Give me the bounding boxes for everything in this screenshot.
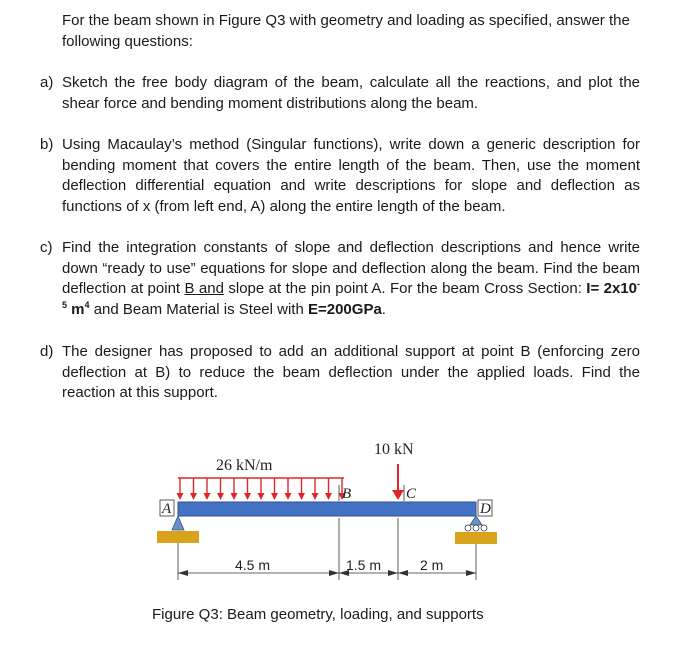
beam — [178, 502, 476, 516]
label-c — [404, 485, 417, 502]
udl-arrow-head — [204, 493, 211, 500]
question-d — [40, 342, 640, 404]
udl-arrow-head — [244, 493, 251, 500]
question-label: c) — [40, 239, 53, 256]
question-c — [40, 238, 640, 320]
udl-arrow-head — [190, 493, 197, 500]
udl-arrow-head — [298, 493, 305, 500]
question-text: Sketch the free body diagram of the beam, calculate all the reactions, and plot the shear force and bending moment distributions along the beam. — [62, 74, 640, 112]
text-part: . — [381, 300, 386, 318]
dim-cd: 2 m — [420, 557, 444, 573]
dist-load-label: 26 kN/m — [216, 457, 273, 474]
udl-arrow-head — [285, 493, 292, 500]
svg-text:B: B — [342, 486, 352, 502]
label-a — [160, 500, 174, 517]
udl-arrow-head — [325, 493, 332, 500]
question-label: b) — [40, 136, 54, 153]
question-a — [40, 73, 640, 114]
text-part: and Beam Material is Steel with — [89, 300, 308, 318]
question-label: d) — [40, 343, 54, 360]
point-load-arrow — [392, 464, 404, 500]
pin-support-a — [157, 516, 199, 580]
svg-text:C: C — [406, 486, 417, 502]
udl-arrow-head — [177, 493, 184, 500]
udl-arrow-head — [231, 493, 238, 500]
inertia-base: I= 2x10 — [586, 280, 637, 297]
inertia-unit-exponent: 4 — [84, 299, 90, 310]
text-part: Find the integration constants of slope and deflection descriptions and hence write down “ready to use” equations for slope and deflection along the beam. Find the beam deflection at point — [62, 239, 640, 297]
beam-figure — [0, 430, 695, 600]
dim-bc: 1.5 m — [346, 557, 382, 573]
udl-arrow-head — [258, 493, 265, 500]
inertia-unit: m — [67, 300, 85, 318]
label-d — [478, 500, 492, 517]
figure-caption: Figure Q3: Beam geometry, loading, and supports — [152, 606, 484, 623]
question-text: Using Macaulay’s method (Singular functions), write down a generic description for bending moment that covers the entire length of the beam. Then, use the moment deflection differential equation and write descriptions for slope and deflection as functions of x (from left end, A) along the entire length of the beam. — [62, 136, 640, 215]
svg-text:D: D — [480, 501, 491, 517]
question-text: The designer has proposed to add an additional support at point B (enforcing zero deflection at B) to reduce the beam deflection under the applied loads. Find the reaction at this support. — [62, 343, 640, 401]
point-b-link: B and — [184, 280, 224, 297]
question-label: a) — [40, 74, 54, 91]
dim-ab: 4.5 m — [235, 557, 271, 573]
udl-arrow-head — [312, 493, 319, 500]
distributed-load — [177, 478, 346, 500]
question-text — [62, 238, 640, 320]
inertia-exponent: -5 — [62, 279, 640, 310]
modulus-value: E=200GPa — [307, 300, 382, 318]
intro-text: For the beam shown in Figure Q3 with geometry and loading as specified, answer the following questions: — [62, 12, 630, 50]
udl-arrow-head — [271, 493, 278, 500]
text-part: slope at the pin point A. For the beam Cross Section: — [223, 280, 587, 297]
question-b — [40, 135, 640, 217]
roller-support-d — [455, 516, 497, 580]
svg-text:A: A — [162, 501, 172, 517]
udl-arrow-head — [217, 493, 224, 500]
point-load-label: 10 kN — [374, 441, 414, 458]
